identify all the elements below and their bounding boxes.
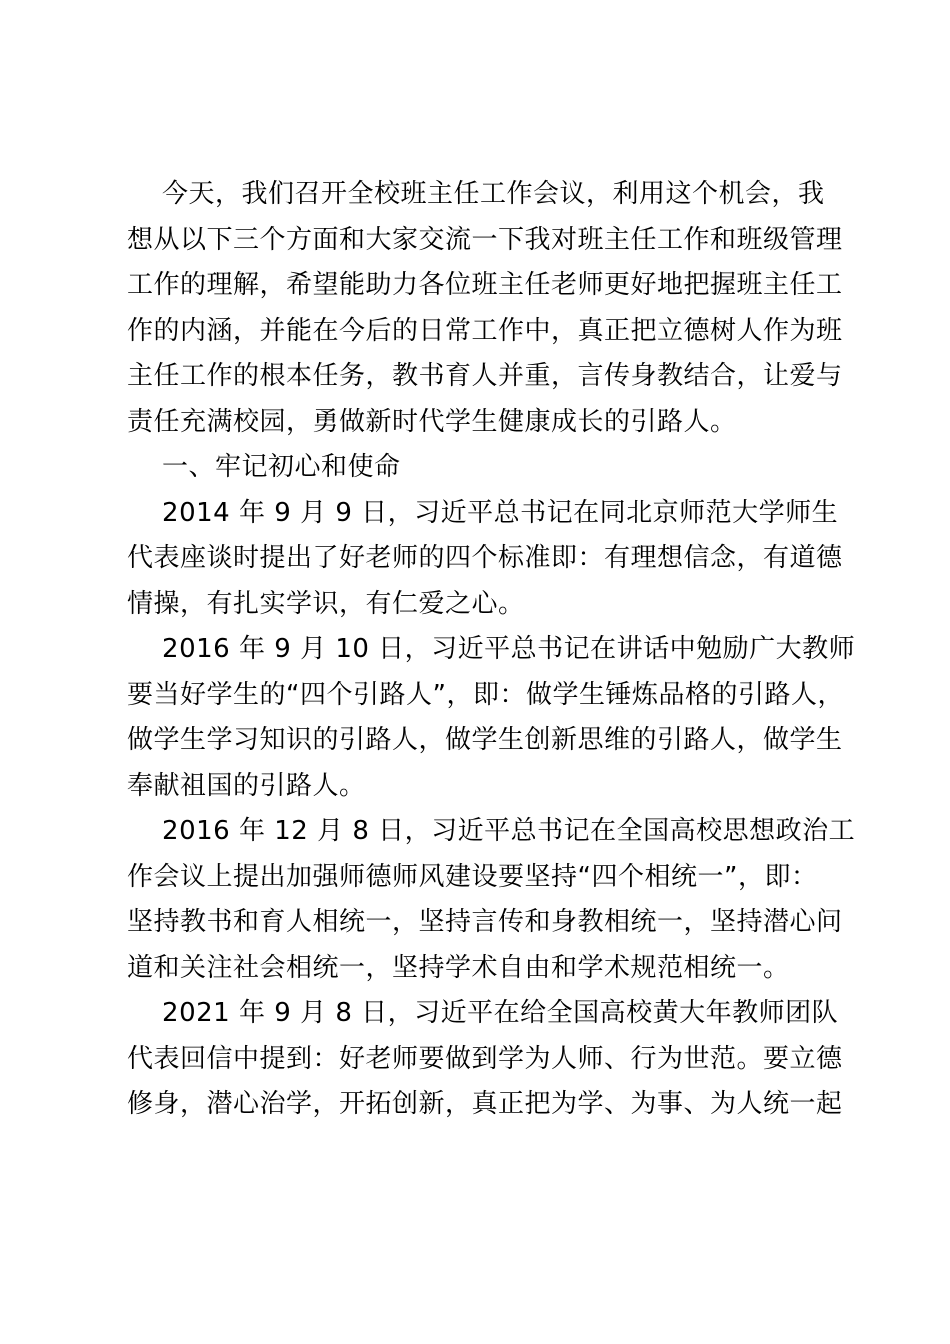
text-line: 2021 年 9 月 8 日，习近平在给全国高校黄大年教师团队 [127,998,839,1028]
text-line: 工作的理解，希望能助力各位班主任老师更好地把握班主任工 [127,270,843,300]
text-line: 代表座谈时提出了好老师的四个标准即：有理想信念，有道德 [127,543,843,573]
text-line: 代表回信中提到：好老师要做到学为人师、行为世范。要立德 [127,1043,843,1074]
text-line: 坚持教书和育人相统一，坚持言传和身教相统一，坚持潜心问 [127,907,843,937]
text-line: 责任充满校园，勇做新时代学生健康成长的引路人。 [127,406,737,437]
text-line: 情操，有扎实学识，有仁爱之心。 [127,588,525,619]
section-heading: 一、牢记初心和使命 [127,452,401,482]
text-line: 奉献祖国的引路人。 [127,770,366,801]
text-line: 2016 年 9 月 10 日，习近平总书记在讲话中勉励广大教师 [127,634,856,664]
document-body [127,172,856,1128]
text-line: 主任工作的根本任务，教书育人并重，言传身教结合，让爱与 [127,361,843,391]
text-line: 修身，潜心治学，开拓创新，真正把为学、为事、为人统一起 [127,1089,843,1119]
text-line: 2014 年 9 月 9 日，习近平总书记在同北京师范大学师生 [127,497,839,528]
text-line: 道和关注社会相统一，坚持学术自由和学术规范相统一。 [127,952,790,983]
text-line: 要当好学生的“四个引路人”，即：做学生锤炼品格的引路人， [127,679,844,710]
text-line: 今天，我们召开全校班主任工作会议，利用这个机会，我 [127,179,825,209]
text-line: 想从以下三个方面和大家交流一下我对班主任工作和班级管理 [127,224,843,255]
text-line: 2016 年 12 月 8 日，习近平总书记在全国高校思想政治工 [127,816,856,846]
text-line: 做学生学习知识的引路人，做学生创新思维的引路人，做学生 [127,725,843,755]
text-line: 作会议上提出加强师德师风建设要坚持“四个相统一”，即： [127,861,818,892]
text-line: 作的内涵，并能在今后的日常工作中，真正把立德树人作为班 [127,315,843,346]
